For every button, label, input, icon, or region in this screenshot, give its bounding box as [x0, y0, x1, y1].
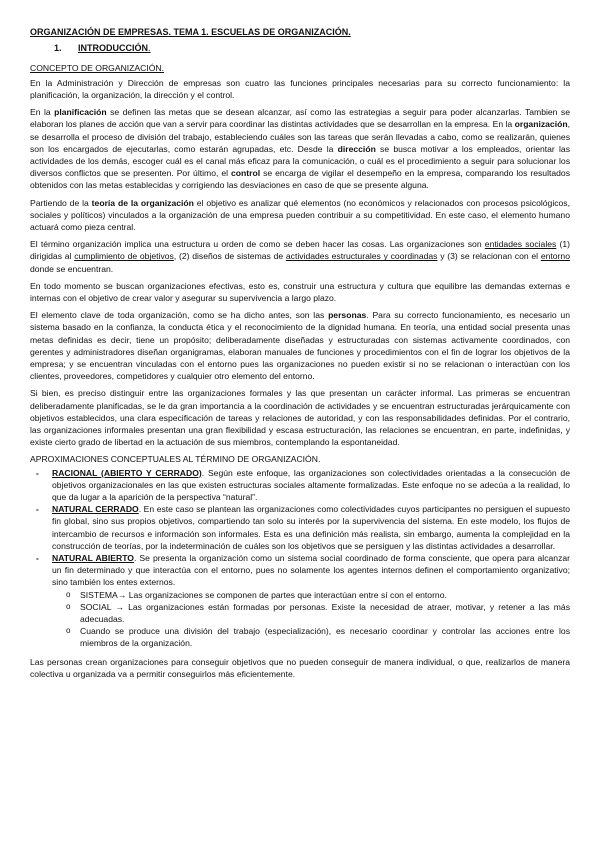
approach-term: NATURAL CERRADO	[52, 504, 139, 515]
paragraph-5: En todo momento se buscan organizaciones efectivas, esto es, construir una estructura y cultura que equilibre las demandas externas e internas con el objetivo de crear valor y asegurar su supervivencia a largo plazo.	[30, 280, 570, 303]
text-run: , se desarrolla el proceso de división del trabajo, estableciendo cuáles son las tareas que serán llevadas a cabo, como se realizarán, quienes son los encargados de ejecutarlas, como estarán agrupadas, etc. Desde la	[30, 119, 570, 154]
text-run: , (2) diseños de sistemas de	[173, 251, 286, 262]
section-heading	[54, 42, 570, 55]
paragraph-2	[30, 106, 570, 191]
approaches-list	[30, 467, 570, 650]
approach-text: . Según este enfoque, las organizaciones son colectividades orientadas a la consecución de objetivos organizacionales en las que existen estructuras sociales altamente formalizadas. Este enfoque no se adecúa a la realidad, lo que da lugar a la aparición de la perspectiva “natural”.	[52, 467, 570, 503]
sub-list-item: o SOCIAL → Las organizaciones están formadas por personas. Existe la necesidad de atraer, motivar, y retener a las más adecuadas.	[62, 601, 570, 625]
sub-list-item: o SISTEMA→ Las organizaciones se componen de partes que interactúan entre sí con el entorno.	[62, 589, 570, 601]
bold-term: organización	[514, 119, 568, 130]
bold-term: dirección	[337, 143, 376, 154]
text-run: En la	[30, 107, 55, 118]
aproximaciones-subtitle: APROXIMACIONES CONCEPTUALES AL TÉRMINO DE ORGANIZACIÓN.	[30, 454, 321, 465]
underlined-term: entidades sociales	[484, 239, 557, 250]
paragraph-3	[30, 197, 570, 234]
approach-term: RACIONAL (ABIERTO Y CERRADO)	[52, 467, 202, 478]
paragraph-4	[30, 238, 570, 275]
text-run: (1) dirigidas al	[30, 239, 570, 262]
sub-list	[62, 589, 570, 650]
underlined-term: actividades estructurales y coordinadas	[285, 251, 438, 262]
concepto-subtitle: CONCEPTO DE ORGANIZACIÓN.	[30, 62, 165, 73]
document-page	[30, 26, 570, 685]
approach-text: . Se presenta la organización como un sistema social coordinado de forma consciente, que opera para alcanzar un fin determinado y que interactúa con el entorno, pues no solamente los agentes internos definen el comportamiento organizativo; sino también los entes externos.	[52, 553, 571, 588]
bold-term: planificación	[54, 107, 107, 118]
text-run: se busca motivar a los empleados, orientar las actividades de los demás, escoger cuál es el canal más eficaz para la comunicación, o cuál es el procedimiento a seguir para solucionar los diversos conflictos que se presenten. Por último, el	[30, 143, 570, 179]
text-run: donde se encuentran.	[30, 263, 114, 274]
text-run: El elemento clave de toda organización, como se ha dicho antes, son las	[30, 310, 329, 321]
text-run: el objetivo es analizar qué elementos (no económicos y relacionados con procesos psicológicos, sociales y políticos) vinculados a la organización de una empresa pueden contribuir a su competitividad. En este caso, el elemento humano actuará como pieza central.	[30, 197, 570, 232]
sub-list-item: o Cuando se produce una división del trabajo (especialización), es necesario coordinar y controlar las acciones entre los miembros de la organización.	[62, 625, 570, 649]
underlined-term: entorno	[540, 251, 570, 262]
list-item	[30, 467, 570, 504]
text-run: se definen las metas que se desean alcanzar, así como las estrategias a seguir para poder alcanzarlas. Tambien se elaboran los planes de acción que van a servir para coordinar las distintas actividades que se desarrollan en la empresa. En la	[30, 107, 570, 130]
list-item	[30, 552, 570, 650]
underlined-term: cumplimiento de objetivos	[74, 251, 174, 262]
bold-term: control	[231, 168, 261, 179]
text-run: El término organización implica una estructura u orden de como se deben hacer las cosas. Las organizaciones son	[30, 239, 485, 250]
paragraph-7: Si bien, es preciso distinguir entre las organizaciones formales y las que presentan un carácter informal. Las primeras se encuentran deliberadamente planificadas, se le da gran importancia a la coordinación de actividades y se encuentran estructuradas jerárquicamente con objetivos establecidos, una clara especificación de tareas y relaciones de autoridad, y con las responsabilidades definidas. Por el contrario, las organizaciones informales presentan una gran flexibilidad y escasa estructuración, las relaciones se encuentran, en parte, indefinidas, y existe cierto grado de libertad en la actuación de sus miembros, contemplando la espontaneidad.	[30, 388, 570, 448]
paragraph-6	[30, 309, 570, 382]
paragraph-final: Las personas crean organizaciones para conseguir objetivos que no pueden conseguir de manera individual, o que, realizarlos de manera colectiva u organizada va a permitir conseguirlos más eficientemente.	[30, 656, 570, 679]
bold-term: teoría de la organización	[91, 197, 194, 208]
approach-text: . En este caso se plantean las organizaciones como colectividades cuyos participantes no persiguen el supuesto fin global, sino sus propios objetivos, compartiendo tan solo su interés por la supervivencia del sistema. En este modelo, los flujos de intercambio de recursos e información son informales. Esta es una definición más realista, sin embargo, aumenta la complejidad en la construcción de teorías, por la indeterminación de cuáles son los objetivos que se persiguen y las distintas actividades a desarrollar.	[52, 504, 570, 551]
document-title: ORGANIZACIÓN DE EMPRESAS. TEMA 1. ESCUELAS DE ORGANIZACIÓN.	[30, 27, 351, 37]
text-run: . Para su correcto funcionamiento, es necesario un sistema basado en la confianza, la conducta ética y el reconocimiento de la dignidad humana. En teoría, una entidad social presenta unas metas definidas es decir, tiene un propósito; deliberadamente diseñadas y estructuradas con sistemas activamente coordinados, con gerentes y administradores diseñan organigramas, elaboran manuales de funciones y procedimientos con el fin de lograr los objetivos de la empresa; y se encuentran vinculadas con el entorno pues las organizaciones no pueden existir si no se relacionan o interactúan con los clientes, proveedores, competidores y cualquier otro elemento del entorno.	[30, 310, 570, 382]
paragraph-1: En la Administración y Dirección de empresas son cuatro las funciones principales necesarias para su correcto funcionamiento: la planificación, la organización, la dirección y el control.	[30, 77, 570, 100]
text-run: y (3) se relacionan con el	[437, 251, 541, 262]
text-run: Partiendo de la	[30, 197, 92, 208]
section-title: INTRODUCCIÓN	[78, 42, 148, 53]
section-trail: .	[148, 42, 151, 53]
bold-term: personas	[328, 310, 367, 321]
section-number: 1.	[54, 42, 62, 53]
text-run: se encarga de vigilar el desempeño en la empresa, comparando los resultados obtenidos con las metas establecidas y corrigiendo las desviaciones en caso de que se presente alguna.	[30, 168, 570, 191]
approach-term: NATURAL ABIERTO	[52, 553, 134, 564]
list-item	[30, 503, 570, 552]
